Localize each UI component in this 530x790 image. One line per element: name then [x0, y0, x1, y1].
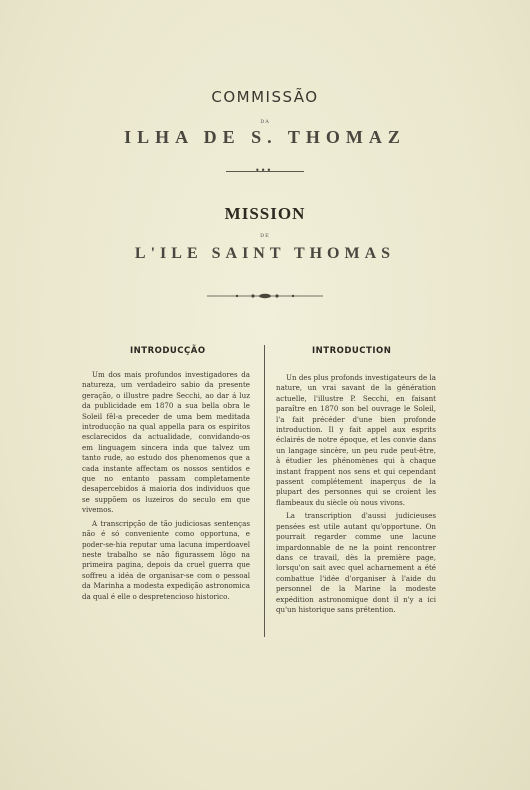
- column-divider: [264, 345, 265, 637]
- title-ilha: ILHA DE S. THOMAZ: [124, 127, 406, 147]
- ornament-divider: [207, 293, 323, 299]
- heading-introducao: INTRODUCÇÃO: [130, 346, 206, 356]
- portuguese-paragraph-1: Um dos mais profundos investigadores da natureza, um verdadeiro sabio da presente geração, o illustre padre Secchi, ao dar á luz da publicidade em 1870 a sua bella obra le Soleil fêl-a preceder de uma bem meditada introducção na qual appella para os espiritos esclarecidos da actualidade, convidando-os em linguagem sincera inda que talvez um tanto rude, ao estudo dos phenomenos que a cada instante affectam os nossos sentidos e que no entanto passam completamente desapercebidos á maioria dos individuos que se suppõem os luzeiros do seculo em que vivemos.: [82, 370, 250, 515]
- title-mission: MISSION: [224, 204, 306, 223]
- portuguese-paragraph-2: A transcripção de tão judiciosas sentenças não é só conveniente como opportuna, e poder-se-hia reputar uma lacuna imperdoavel neste trabalho se não figurassem lôgo na primeira pagina, depois da cruel guerra que soffreu a idéa de organisar-se com o pessoal da Marinha a modesta expedição astronomica da qual é elle o despretencioso historico.: [82, 518, 250, 601]
- heading-introduction: INTRODUCTION: [312, 346, 392, 356]
- title-ile: L'ILE SAINT THOMAS: [134, 245, 396, 262]
- french-paragraph-2: La transcription d'aussi judicieuses pensées est utile autant qu'opportune. On pourrait regarder comme une lacune impardonnable de ne la point rencontrer dans ce travail, dès la première page, lorsqu'on sait avec quel acharnement a été combattue l'idée d'organiser à l'aide du personnel de la Marine la modeste expédition astronomique dont il n'y a ici qu'un historique sans prétention.: [276, 511, 436, 614]
- column-french: [276, 373, 436, 618]
- title-rule-dots: •••: [255, 166, 273, 175]
- title-da: DA: [260, 119, 270, 125]
- title-de: DE: [260, 233, 270, 239]
- column-portuguese: [82, 370, 250, 605]
- french-paragraph-1: Un des plus profonds investigateurs de la nature, un vrai savant de la génération actuelle, l'illustre P. Secchi, en faisant paraître en 1870 son bel ouvrage le Soleil, l'a fait précéder d'une bien profonde introduction. Il y fait appel aux esprits éclairés de notre époque, et les convie dans un langage sincère, un peu rude peut-être, à étudier les phénomènes qui à chaque instant frappent nos sens et qui cependant passent complétement inaperçus de la plupart des personnes qui se croient les flambeaux du siècle où nous vivons.: [276, 373, 436, 507]
- title-commissao: COMMISSÃO: [211, 88, 319, 106]
